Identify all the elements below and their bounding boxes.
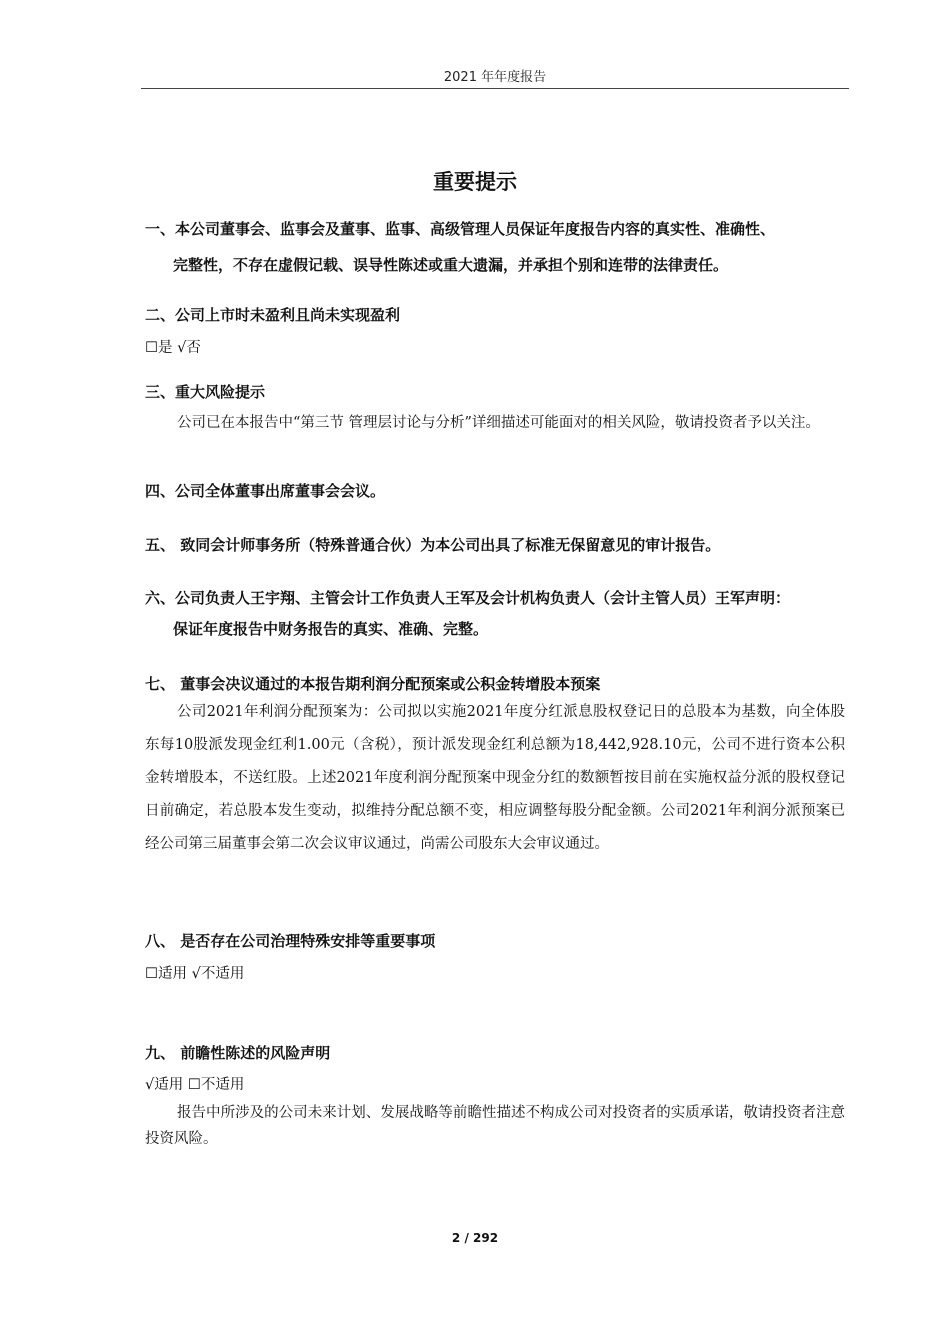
section-3-body: 公司已在本报告中“第三节 管理层讨论与分析”详细描述可能面对的相关风险，敬请投资者予以关注。 xyxy=(177,415,820,431)
section-8-heading: 八、 是否存在公司治理特殊安排等重要事项 xyxy=(145,932,436,950)
section-3-heading: 三、重大风险提示 xyxy=(145,383,266,401)
page-number: 2 / 292 xyxy=(451,1231,499,1245)
section-7-heading: 七、 董事会决议通过的本报告期利润分配预案或公积金转增股本预案 xyxy=(145,675,601,693)
section-2-heading: 二、公司上市时未盈利且尚未实现盈利 xyxy=(145,306,401,324)
section-6 xyxy=(145,588,850,639)
section-8-options: ☐适用 √不适用 xyxy=(145,966,245,982)
section-6-line-2: 保证年度报告中财务报告的真实、准确、完整。 xyxy=(173,620,489,638)
section-2-options: ☐是 √否 xyxy=(145,340,201,356)
section-1-line-2: 完整性，不存在虚假记载、误导性陈述或重大遗漏，并承担个别和连带的法律责任。 xyxy=(173,256,729,274)
section-5-heading: 五、 致同会计师事务所（特殊普通合伙）为本公司出具了标准无保留意见的审计报告。 xyxy=(145,536,721,554)
section-9-options: √适用 ☐不适用 xyxy=(145,1077,245,1093)
section-2 xyxy=(145,305,850,358)
section-8 xyxy=(145,931,850,984)
section-4-heading: 四、公司全体董事出席董事会会议。 xyxy=(145,482,386,500)
header-rule xyxy=(141,88,849,89)
running-header: 2021 年年度报告 xyxy=(443,70,547,85)
section-9-heading: 九、 前瞻性陈述的风险声明 xyxy=(145,1044,331,1062)
section-3 xyxy=(145,382,850,434)
section-4 xyxy=(145,481,850,501)
section-7 xyxy=(145,674,850,861)
section-7-body: 公司2021年利润分配预案为：公司拟以实施2021年度分红派息股权登记日的总股本为基数，向全体股东每10股派发现金红利1.00元（含税），预计派发现金红利总额为18,442,928.10元，公司不进行资本公积金转增股本，不送红股。上述2021年度利润分配预案中现金分红的数额暂按目前在实施权益分派的股权登记日前确定，若总股本发生变动，拟维持分配总额不变，相应调整每股分配金额。公司2021年利润分派预案已经公司第三届董事会第二次会议审议通过，尚需公司股东大会审议通过。 xyxy=(145,704,845,852)
section-1-line-1: 一、本公司董事会、监事会及董事、监事、高级管理人员保证年度报告内容的真实性、准确性、 xyxy=(145,220,776,238)
section-1 xyxy=(145,219,850,275)
section-6-line-1: 六、公司负责人王宇翔、主管会计工作负责人王军及会计机构负责人（会计主管人员）王军声明： xyxy=(145,589,791,607)
page-title: 重要提示 xyxy=(433,170,517,194)
section-9 xyxy=(145,1043,850,1152)
section-9-body: 报告中所涉及的公司未来计划、发展战略等前瞻性描述不构成公司对投资者的实质承诺，敬请投资者注意投资风险。 xyxy=(145,1105,845,1147)
section-5 xyxy=(145,535,850,555)
